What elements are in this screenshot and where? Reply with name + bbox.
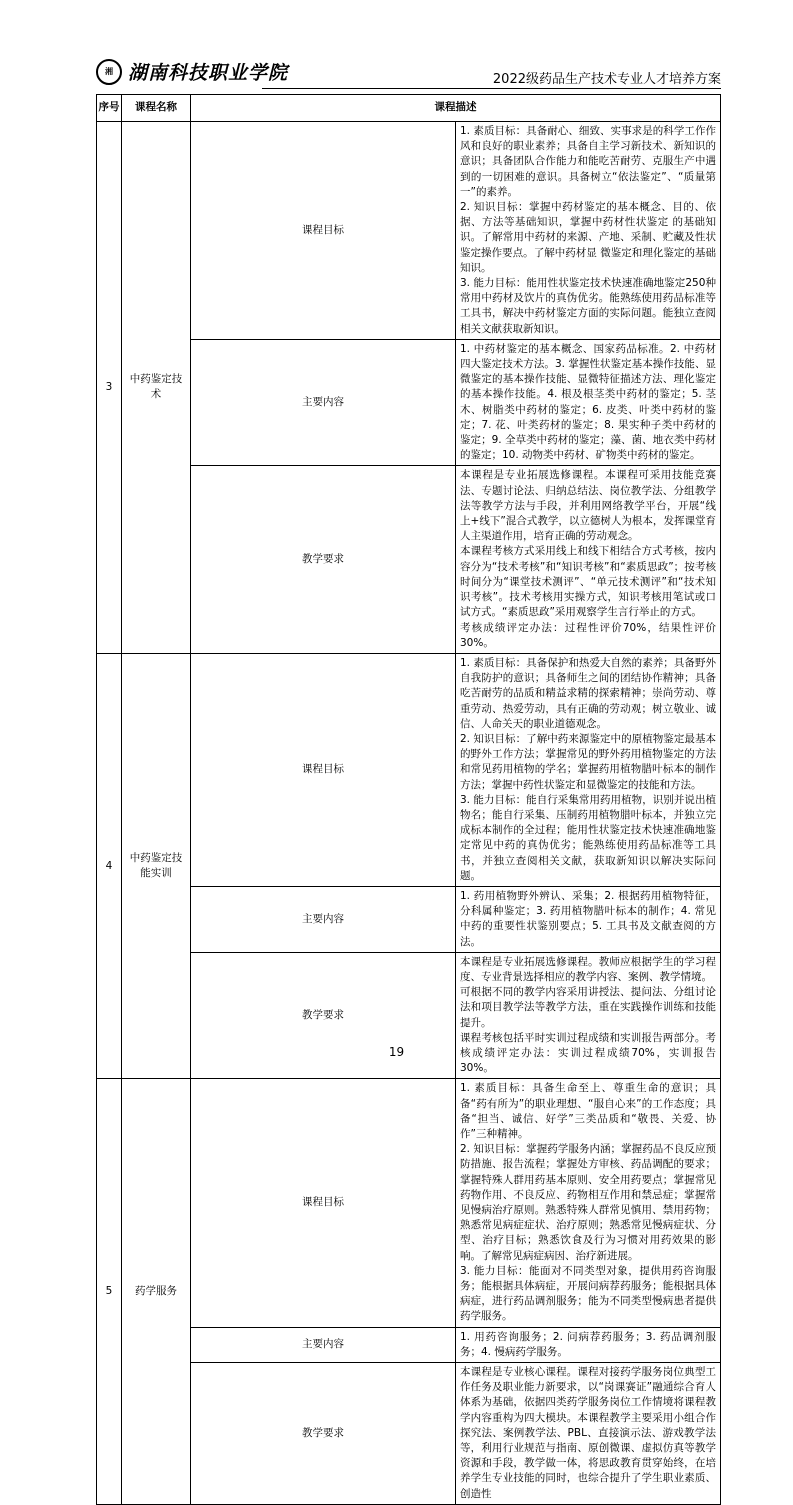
content-paragraph: 本课程是专业拓展选修课程。教师应根据学生的学习程度、专业背景选择相应的教学内容、案例、教学情境。 [460,955,716,983]
header-no: 序号 [97,95,122,122]
course-number: 5 [97,1079,122,1504]
section-label: 主要内容 [191,1327,456,1362]
table-row [97,339,721,466]
course-name: 中药鉴定技能实训 [122,653,191,1078]
table-row [97,466,721,653]
section-content [456,1363,721,1505]
content-paragraph: 1. 素质目标：具备生命至上、尊重生命的意识；具备“药有所为”的职业理想、“服自心来”的工作态度；具备“担当、诚信、好学”三类品质和“敬畏、关爱、协作”三种精神。 [460,1082,716,1140]
table-header-row [97,95,721,122]
section-content [456,339,721,466]
content-paragraph: 2. 知识目标：了解中药来源鉴定中的原植物鉴定最基本的野外工作方法；掌握常见的野外药用植物鉴定的方法和常见药用植物的学名；掌握药用植物腊叶标本的制作方法；掌握中药性状鉴定和显微鉴定的技能和方法。 [460,732,716,791]
section-label: 主要内容 [191,339,456,466]
course-name: 药学服务 [122,1079,191,1504]
table-row [97,122,721,340]
section-label: 课程目标 [191,653,456,886]
course-number: 4 [97,653,122,1078]
school-name: 湖南科技职业学院 [128,62,289,84]
section-content [456,653,721,886]
section-label: 主要内容 [191,886,456,952]
document-title: 2022级药品生产技术专业人才培养方案 [492,72,721,87]
school-logo [96,58,288,85]
course-number: 3 [97,122,122,654]
content-paragraph: 考核成绩评定办法：过程性评价70%，结果性评价30%。 [460,621,716,649]
content-paragraph: 2. 知识目标：掌握中药材鉴定的基本概念、目的、依据、方法等基础知识，掌握中药材性状鉴定 的基础知识。了解常用中药材的来源、产地、采制、贮藏及性状鉴定操作要点。了解中药材显 微鉴定和理化鉴定的基础知识。 [460,201,716,274]
section-content [456,1327,721,1362]
section-content [456,122,721,340]
content-paragraph: 本课程是专业核心课程。课程对接药学服务岗位典型工作任务及职业能力新要求，以“岗课赛证”融通综合育人体系为基础，依据四类药学服务岗位工作情境将课程教学内容重构为四大模块。本课程教学主要采用小组合作探究法、案例教学法、PBL、直接演示法、游戏教学法等，利用行业规范与指南、原创微课、虚拟仿真等教学资源和手段，教学做一体，将思政教育贯穿始终，在培养学生专业技能的同时，也综合提升了学生职业素质、创造性 [460,1366,716,1500]
section-content [456,886,721,952]
section-label: 课程目标 [191,1079,456,1327]
content-paragraph: 3. 能力目标：能自行采集常用药用植物，识别并说出植物名；能自行采集、压制药用植物腊叶标本，并独立完成标本制作的全过程；能用性状鉴定技术快速准确地鉴定常见中药的真伪优劣；能熟练使用药品标准等工具书，并独立查阅相关文献，获取新知识以解决实际问题。 [460,793,716,882]
header-course-desc: 课程描述 [191,95,721,122]
section-label: 教学要求 [191,466,456,653]
content-paragraph: 1. 用药咨询服务；2. 问病荐药服务；3. 药品调剂服务；4. 慢病药学服务。 [460,1330,716,1358]
page-header [96,58,721,92]
content-paragraph: 本课程是专业拓展选修课程。本课程可采用技能竞赛法、专题讨论法、归纳总结法、岗位教学法、分组教学法等教学方法与手段，并利用网络教学平台，开展“线上+线下”混合式教学，以立德树人为根本，发挥课堂育人主渠道作用，培育正确的劳动观念。 [460,469,716,543]
content-paragraph: 可根据不同的教学内容采用讲授法、提问法、分组讨论法和项目教学法等教学方法，重在实践操作训练和技能提升。 [460,986,716,1029]
content-paragraph: 1. 中药材鉴定的基本概念、国家药品标准。2. 中药材四大鉴定技术方法。3. 掌握性状鉴定基本操作技能、显微鉴定的基本操作技能、显微特征描述方法、理化鉴定的基本操作技能。4. 根及根茎类中药材的鉴定；5. 茎木、树脂类中药材的鉴定；6. 皮类、叶类中药材的鉴定；7. 花、叶类药材的鉴定；8. 果实种子类中药材的鉴定；9. 全草类中药材的鉴定；藻、菌、地衣类中药材的鉴定；10. 动物类中药材、矿物类中药材的鉴定。 [460,342,716,462]
school-seal-icon: 湘 [96,59,122,85]
section-content [456,1079,721,1327]
page-number: 19 [388,1045,405,1059]
content-paragraph: 1. 素质目标：具备保护和热爱大自然的素养；具备野外自我防护的意识；具备师生之间的团结协作精神；具备吃苦耐劳的品质和精益求精的探索精神；崇尚劳动、尊重劳动、热爱劳动，具有正确的劳动观；树立敬业、诚信、人命关天的职业道德观念。 [460,656,716,730]
table-row [97,653,721,886]
content-paragraph: 3. 能力目标：能面对不同类型对象，提供用药咨询服务；能根据具体病症，开展问病荐药服务；能根据具体病症，进行药品调剂服务；能为不同类型慢病患者提供药学服务。 [460,1264,716,1323]
section-label: 教学要求 [191,1363,456,1505]
section-content [456,466,721,653]
header-course-name: 课程名称 [122,95,191,122]
content-paragraph: 1. 素质目标：具备耐心、细致、实事求是的科学工作作风和良好的职业素养；具备自主学习新技术、新知识的意识；具备团队合作能力和能吃苦耐劳、克服生产中遇到的一切困难的意识。具备树立“依法鉴定”、“质量第一”的素养。 [460,125,716,198]
content-paragraph: 2. 知识目标：掌握药学服务内涵；掌握药品不良反应预防措施、报告流程；掌握处方审核、药品调配的要求；掌握特殊人群用药基本原则、安全用药要点；掌握常见药物作用、不良反应、药物相互作用和禁忌症；掌握常见慢病治疗原则。熟悉特殊人群常见慎用、禁用药物；熟悉常见病症症状、治疗原则；熟悉常见慢病症状、分型、治疗目标；熟悉饮食及行为习惯对用药效果的影响。了解常见病症病因、治疗新进展。 [460,1143,716,1262]
content-paragraph: 1. 药用植物野外辨认、采集；2. 根据药用植物特征，分科属种鉴定；3. 药用植物腊叶标本的制作；4. 常见中药的重要性状鉴别要点；5. 工具书及文献查阅的方法。 [460,889,716,948]
table-row [97,1079,721,1327]
table-row [97,952,721,1079]
section-label: 教学要求 [191,952,456,1079]
content-paragraph: 3. 能力目标：能用性状鉴定技术快速准确地鉴定250种常用中药材及饮片的真伪优劣。能熟练使用药品标准等工具书，解决中药材鉴定方面的实际问题。能独立查阅相关文献获取新知识。 [460,277,716,335]
course-table [96,94,721,1505]
table-row [97,1327,721,1362]
content-paragraph: 课程考核包括平时实训过程成绩和实训报告两部分。考核成绩评定办法：实训过程成绩70%，实训报告30%。 [460,1031,716,1075]
section-label: 课程目标 [191,122,456,340]
section-content [456,952,721,1079]
table-row [97,886,721,952]
header-rule [262,88,721,89]
content-paragraph: 本课程考核方式采用线上和线下相结合方式考核，按内容分为“技术考核”和“知识考核”和“素质思政”；按考核时间分为“课堂技术测评”、“单元技术测评”和“技术知识考核”。技术考核用实操方式，知识考核用笔试或口试方式。“素质思政”采用观察学生言行举止的方式。 [460,545,716,619]
course-name: 中药鉴定技术 [122,122,191,654]
table-row [97,1363,721,1505]
